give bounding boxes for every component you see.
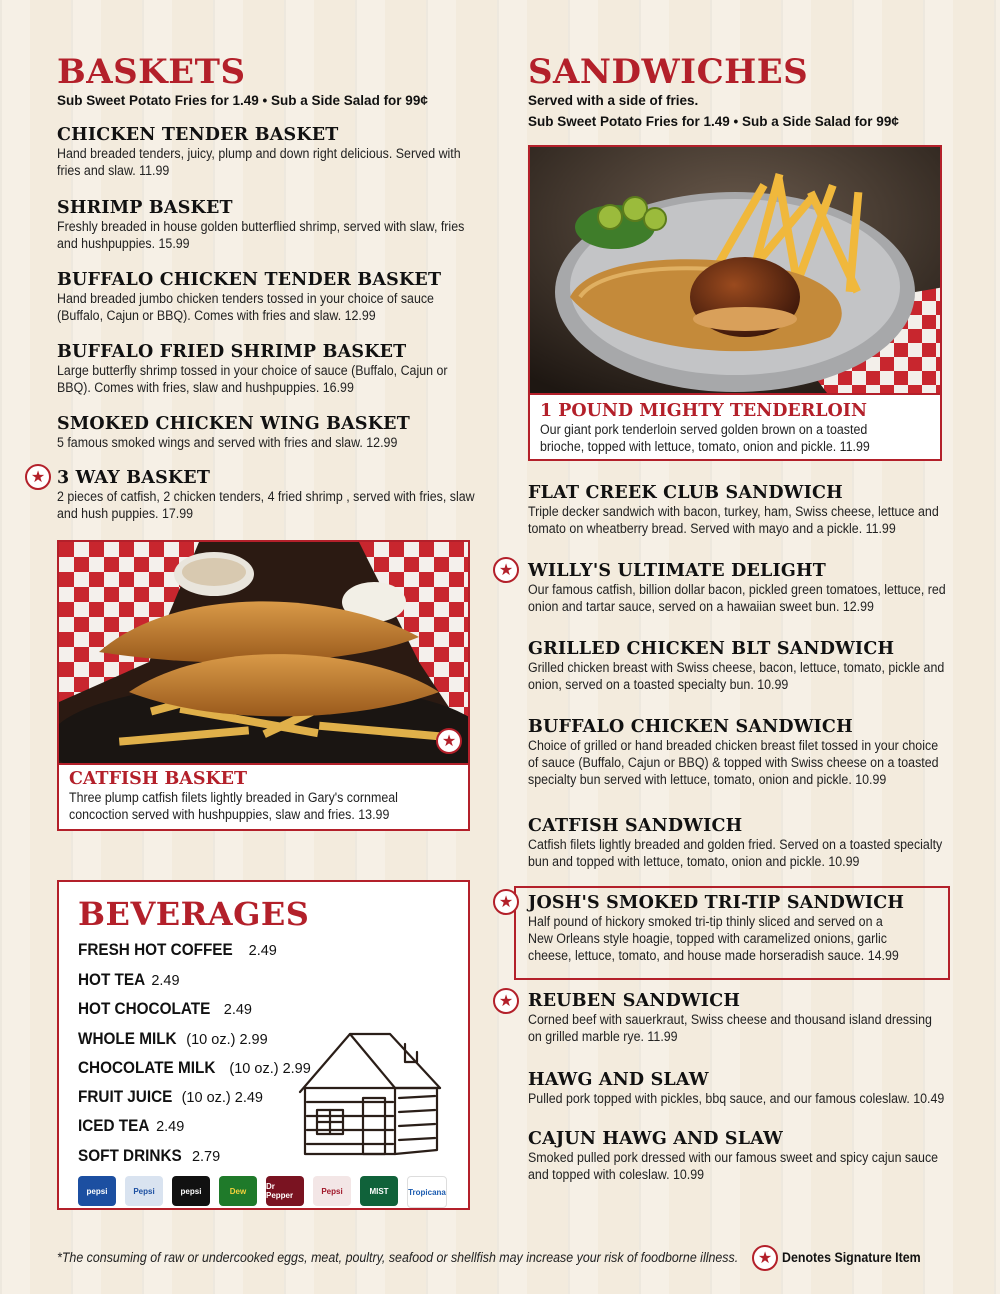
pepsi-zero-logo: pepsi xyxy=(172,1176,210,1206)
featured-item-desc: Our giant pork tenderloin served golden brown on a toasted brioche, topped with lettuce, tomato, onion and pickle. 11.99 xyxy=(540,422,870,454)
beverage-name: ICED TEA xyxy=(78,1116,150,1135)
menu-item-shrimp-basket xyxy=(57,198,487,252)
signature-star-icon: ★ xyxy=(25,464,51,490)
catfish-photo-image xyxy=(59,542,470,765)
beverages-title: BEVERAGES xyxy=(78,895,310,933)
beverage-price: 2.79 xyxy=(191,1149,221,1165)
pepsi-logo: pepsi xyxy=(78,1176,116,1206)
item-name: SHRIMP BASKET xyxy=(57,198,233,218)
beverage-name: SOFT DRINKS xyxy=(78,1146,182,1165)
beverage-row xyxy=(78,1029,268,1049)
item-name: GRILLED CHICKEN BLT SANDWICH xyxy=(528,639,895,659)
baskets-title: BASKETS xyxy=(57,52,246,92)
featured-item-desc: Three plump catfish filets lightly breaded in Gary's cornmeal concoction served with hushpuppies, slaw and fries. 13.99 xyxy=(69,790,398,822)
beverage-row xyxy=(78,1116,184,1136)
item-name: REUBEN SANDWICH xyxy=(528,991,741,1011)
wild-cherry-pepsi-logo: Pepsi xyxy=(313,1176,351,1206)
baskets-subtitle: Sub Sweet Potato Fries for 1.49 • Sub a Side Salad for 99¢ xyxy=(57,93,428,108)
menu-item-catfish-sandwich xyxy=(528,816,958,870)
menu-item-buffalo-chicken-tender-basket xyxy=(57,270,487,324)
beverage-name: WHOLE MILK xyxy=(78,1029,177,1048)
item-name: HAWG AND SLAW xyxy=(528,1070,709,1090)
menu-item-grilled-chicken-blt xyxy=(528,639,958,693)
sandwiches-subtitle-1: Served with a side of fries. xyxy=(528,93,699,108)
item-desc: Half pound of hickory smoked tri-tip thinly sliced and served on a New Orleans style hoagie, topped with caramelized onions, garlic cheese, lettuce, tomato, and house made horseradish sauce. 14.99 xyxy=(528,914,899,963)
item-desc: Choice of grilled or hand breaded chicken breast filet tossed in your choice of sauce (Buffalo, Cajun or BBQ) & topped with Swiss cheese on a toasted specialty bun served with lettuce, tomato, onion and pickle. 10.99 xyxy=(528,738,939,787)
beverage-price: (10 oz.) 2.49 xyxy=(181,1090,263,1106)
sandwiches-title: SANDWICHES xyxy=(528,52,809,92)
mountain-dew-logo: Dew xyxy=(219,1176,257,1206)
menu-item-hawg-and-slaw xyxy=(528,1070,958,1107)
beverage-row xyxy=(78,1087,263,1107)
menu-item-willys-ultimate-delight xyxy=(528,561,958,615)
item-desc: Smoked pulled pork dressed with our famous sweet and spicy cajun sauce and topped with coleslaw. 10.99 xyxy=(528,1150,939,1182)
item-desc: 2 pieces of catfish, 2 chicken tenders, 4 fried shrimp , served with fries, slaw and hush puppies. 17.99 xyxy=(57,489,475,521)
disclaimer-text: *The consuming of raw or undercooked eggs, meat, poultry, seafood or shellfish may increase your risk of foodborne illness. xyxy=(57,1250,739,1265)
item-desc: Hand breaded tenders, juicy, plump and down right delicious. Served with fries and slaw. 11.99 xyxy=(57,146,461,178)
beverage-price: (10 oz.) 2.99 xyxy=(229,1061,311,1077)
tenderloin-photo-image xyxy=(530,147,942,395)
beverage-name: FRUIT JUICE xyxy=(78,1087,173,1106)
beverage-row xyxy=(78,1058,311,1078)
beverage-price: 2.49 xyxy=(151,973,180,989)
tenderloin-photo xyxy=(528,145,942,395)
item-name: CATFISH SANDWICH xyxy=(528,816,743,836)
mist-logo: MIST xyxy=(360,1176,398,1206)
menu-item-flat-creek-club xyxy=(528,483,958,537)
item-name: WILLY'S ULTIMATE DELIGHT xyxy=(528,561,827,581)
item-name: SMOKED CHICKEN WING BASKET xyxy=(57,414,410,434)
catfish-basket-photo xyxy=(57,540,470,765)
menu-item-buffalo-fried-shrimp-basket xyxy=(57,342,487,396)
cabin-sketch-icon xyxy=(295,1022,445,1162)
item-desc: Our famous catfish, billion dollar bacon, pickled green tomatoes, lettuce, red onion and tartar sauce, served on a hawaiian sweet bun. 12.99 xyxy=(528,582,946,614)
beverage-price: 2.49 xyxy=(223,1002,252,1018)
menu-item-3-way-basket xyxy=(57,468,487,522)
item-desc: Pulled pork topped with pickles, bbq sauce, and our famous coleslaw. 10.49 xyxy=(528,1091,945,1106)
sandwiches-subtitle-2: Sub Sweet Potato Fries for 1.49 • Sub a Side Salad for 99¢ xyxy=(528,114,899,129)
signature-star-icon: ★ xyxy=(493,889,519,915)
beverage-name: CHOCOLATE MILK xyxy=(78,1058,216,1077)
item-name: BUFFALO FRIED SHRIMP BASKET xyxy=(57,342,407,362)
item-desc: Freshly breaded in house golden butterflied shrimp, served with slaw, fries and hushpuppies. 15.99 xyxy=(57,219,465,251)
item-name: 3 WAY BASKET xyxy=(57,468,211,488)
beverage-row xyxy=(78,940,277,960)
featured-item-name: CATFISH BASKET xyxy=(69,769,248,789)
item-desc: Hand breaded jumbo chicken tenders tossed in your choice of sauce (Buffalo, Cajun or BBQ). Comes with fries and slaw. 12.99 xyxy=(57,291,434,323)
menu-item-buffalo-chicken-sandwich xyxy=(528,717,958,788)
beverage-price: 2.49 xyxy=(156,1119,185,1135)
item-name: CAJUN HAWG AND SLAW xyxy=(528,1129,784,1149)
beverage-price: 2.49 xyxy=(248,943,277,959)
beverage-row xyxy=(78,999,252,1019)
beverage-name: HOT TEA xyxy=(78,970,146,989)
tenderloin-box xyxy=(528,393,942,461)
catfish-basket-box xyxy=(57,763,470,831)
item-name: CHICKEN TENDER BASKET xyxy=(57,125,339,145)
signature-star-icon: ★ xyxy=(752,1245,778,1271)
beverage-row xyxy=(78,1146,220,1166)
item-name: BUFFALO CHICKEN TENDER BASKET xyxy=(57,270,442,290)
menu-item-chicken-tender-basket xyxy=(57,125,487,179)
signature-star-icon: ★ xyxy=(436,728,462,754)
item-desc: 5 famous smoked wings and served with fries and slaw. 12.99 xyxy=(57,435,398,450)
item-desc: Triple decker sandwich with bacon, turkey, ham, Swiss cheese, lettuce and tomato on wheatberry bread. Served with mayo and a pickle. 11.99 xyxy=(528,504,939,536)
item-name: JOSH'S SMOKED TRI-TIP SANDWICH xyxy=(528,893,905,913)
item-desc: Catfish filets lightly breaded and golden fried. Served on a toasted specialty bun and topped with lettuce, tomato, onion and pickle. 10.99 xyxy=(528,837,943,869)
signature-legend: Denotes Signature Item xyxy=(782,1250,921,1265)
signature-star-icon: ★ xyxy=(493,988,519,1014)
menu-item-joshs-smoked-tri-tip xyxy=(528,893,958,964)
beverage-price: (10 oz.) 2.99 xyxy=(186,1032,268,1048)
item-name: BUFFALO CHICKEN SANDWICH xyxy=(528,717,853,737)
menu-item-reuben-sandwich xyxy=(528,991,958,1045)
dr-pepper-logo: Dr Pepper xyxy=(266,1176,304,1206)
menu-item-smoked-chicken-wing-basket xyxy=(57,414,487,451)
diet-pepsi-logo: Pepsi xyxy=(125,1176,163,1206)
beverage-name: HOT CHOCOLATE xyxy=(78,999,211,1018)
menu-item-cajun-hawg-and-slaw xyxy=(528,1129,958,1183)
item-desc: Large butterfly shrimp tossed in your choice of sauce (Buffalo, Cajun or BBQ). Comes with fries, slaw and hushpuppies. 16.99 xyxy=(57,363,448,395)
signature-star-icon: ★ xyxy=(493,557,519,583)
item-desc: Corned beef with sauerkraut, Swiss cheese and thousand island dressing on grilled marble rye. 11.99 xyxy=(528,1012,932,1044)
featured-item-name: 1 POUND MIGHTY TENDERLOIN xyxy=(540,401,867,421)
tropicana-logo: Tropicana xyxy=(407,1176,447,1208)
beverage-name: FRESH HOT COFFEE xyxy=(78,940,233,959)
beverage-row xyxy=(78,970,180,990)
item-name: FLAT CREEK CLUB SANDWICH xyxy=(528,483,843,503)
item-desc: Grilled chicken breast with Swiss cheese, bacon, lettuce, tomato, pickle and onion, served on a toasted specialty bun. 10.99 xyxy=(528,660,945,692)
